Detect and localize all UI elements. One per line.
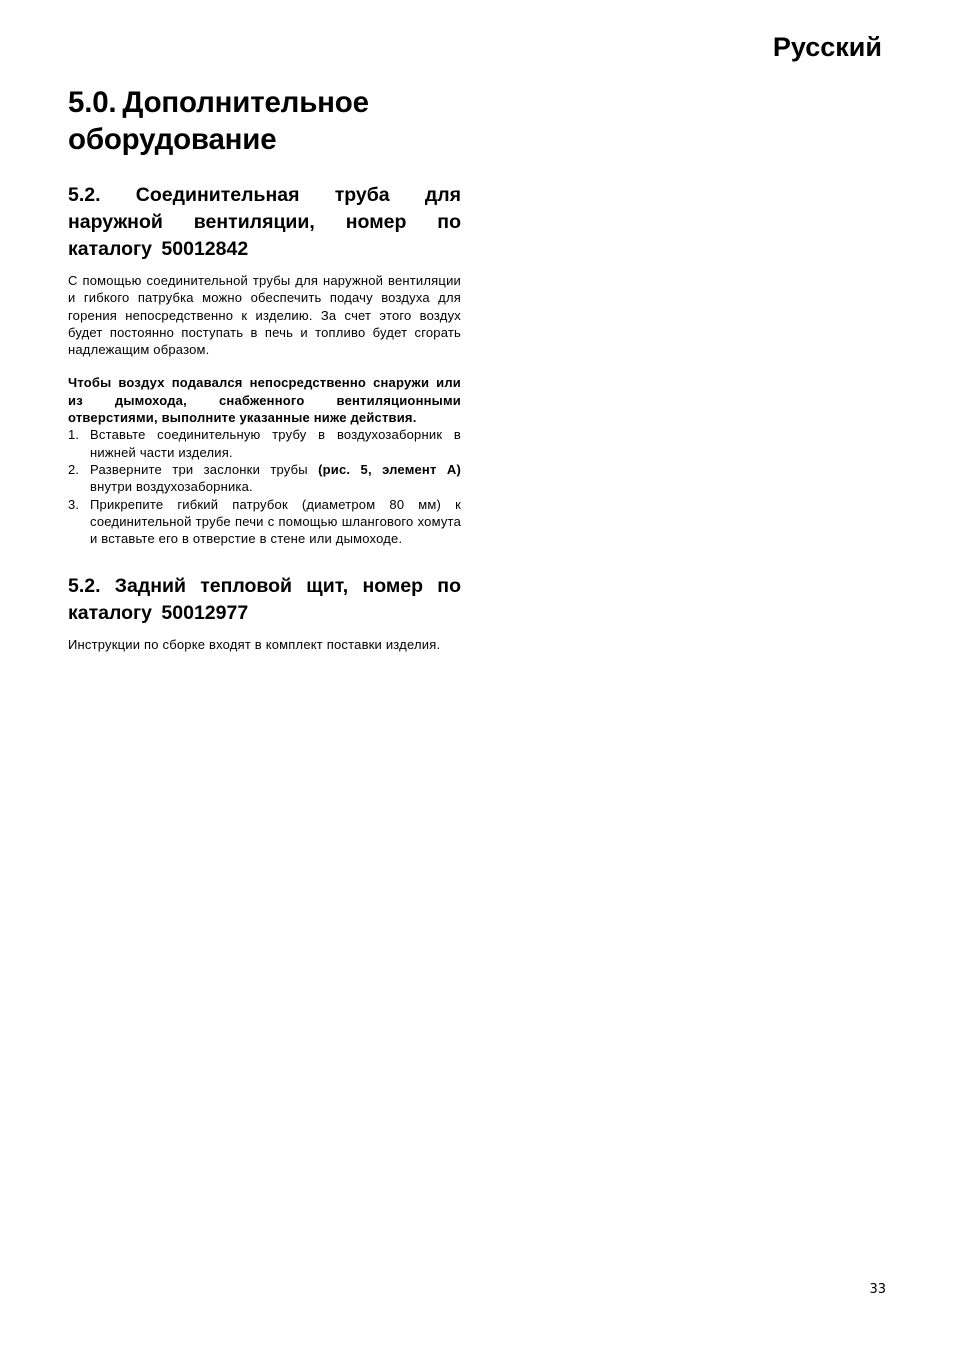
- step-text-after: внутри воздухозаборника.: [90, 479, 253, 495]
- section-title-connecting-pipe: 5.2. Соединительная труба для наружной вентиляции, номер по каталогу 50012842: [68, 184, 461, 260]
- section-intro-paragraph: С помощью соединительной трубы для наружной вентиляции и гибкого патрубка можно обеспечить подачу воздуха для горения непосредственно к изделию. За счет этого воздух будет постоянно поступать в печь и топливо будет сгорать надлежащим образом.: [68, 273, 461, 358]
- list-item: [68, 461, 461, 496]
- step-text: [90, 461, 461, 496]
- chapter-heading: [68, 84, 461, 158]
- language-label: Русский: [772, 32, 882, 62]
- step-number: 1.: [68, 427, 80, 443]
- page-number: 33: [869, 1282, 886, 1297]
- list-item: [68, 426, 461, 461]
- chapter-title: Дополнительное оборудование: [68, 86, 369, 156]
- step-text-before: Разверните три заслонки трубы: [90, 461, 319, 477]
- bold-instruction: Чтобы воздух подавался непосредственно снаружи или из дымохода, снабженного вентиляционными отверстиями, выполните указанные ниже действия.: [68, 375, 461, 426]
- step-number: 3.: [68, 496, 80, 512]
- section-paragraph: Инструкции по сборке входят в комплект поставки изделия.: [68, 637, 441, 653]
- chapter-number: 5.0.: [68, 86, 117, 119]
- step-text: Вставьте соединительную трубу в воздухозаборник в нижней части изделия.: [90, 427, 461, 460]
- step-number: 2.: [68, 461, 80, 477]
- steps-list: [68, 426, 461, 547]
- section-title-heat-shield: 5.2. Задний тепловой щит, номер по каталогу 50012977: [68, 575, 461, 625]
- figure-reference: (рис. 5, элемент A): [318, 461, 461, 477]
- content-column: [68, 84, 461, 654]
- list-item: [68, 496, 461, 548]
- step-text: Прикрепите гибкий патрубок (диаметром 80 мм) к соединительной трубе печи с помощью шлангового хомута и вставьте его в отверстие в стене или дымоходе.: [90, 496, 461, 547]
